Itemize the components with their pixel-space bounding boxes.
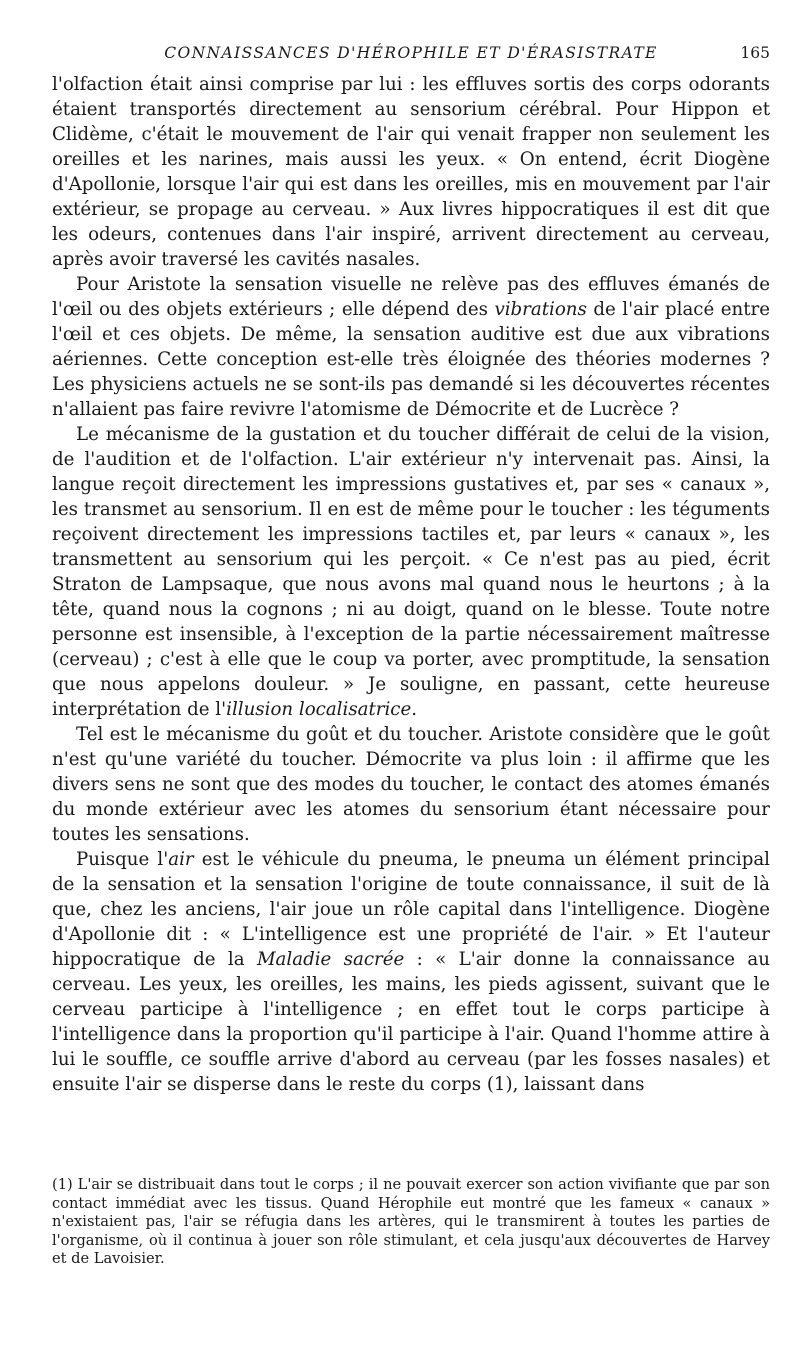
body-text (52, 72, 770, 1097)
paragraph-text: . (411, 699, 418, 720)
paragraph-text: Puisque l' (76, 849, 169, 870)
paragraph-text: Pour Aristote la sensation visuelle ne relève pas des effluves émanés de l'œil ou des objets extérieurs ; elle dépend des (52, 274, 770, 320)
paragraph (52, 72, 770, 272)
emphasis-air: air (168, 849, 194, 870)
emphasis-vibrations: vibrations (494, 299, 587, 320)
paragraph (52, 847, 770, 1097)
running-title: CONNAISSANCES D'HÉROPHILE ET D'ÉRASISTRATE (164, 44, 658, 62)
paragraph-text: de l'air placé entre l'œil et ces objets. De même, la sensation auditive est due aux vibrations aériennes. Cette conception est-elle très éloignée des théories modernes ? Les physiciens actuels ne se sont-ils pas demandé si les découvertes récentes n'allaient pas faire revivre l'atomisme de Démocrite et de Lucrèce ? (52, 299, 771, 420)
emphasis-illusion-localisatrice: illusion localisatrice (226, 699, 412, 720)
paragraph (52, 722, 770, 847)
emphasis-maladie-sacree: Maladie sacrée (256, 949, 405, 970)
page-header (52, 44, 770, 72)
footnotes (52, 1176, 770, 1269)
paragraph-text: l'olfaction était ainsi comprise par lui : les effluves sortis des corps odorants étaient transportés directement au sensorium cérébral. Pour Hippon et Clidème, c'était le mouvement de l'air qui venait frapper non seulement les oreilles et les narines, mais aussi les yeux. « On entend, écrit Diogène d'Apollonie, lorsque l'air qui est dans les oreilles, mis en mouvement par l'air extérieur, se propage au cerveau. » Aux livres hippocratiques il est dit que les odeurs, contenues dans l'air inspiré, arrivent directement au cerveau, après avoir traversé les cavités nasales. (52, 74, 770, 270)
paragraph-text: : « L'air donne la connaissance au cerveau. Les yeux, les oreilles, les mains, les pieds agissent, suivant que le cerveau participe à l'intelligence ; en effet tout le corps participe à l'intelligence dans la proportion qu'il participe à l'air. Quand l'homme attire à lui le souffle, ce souffle arrive d'abord au cerveau (par les fosses nasales) et ensuite l'air se disperse dans le reste du corps (1), laissant dans (52, 949, 770, 1095)
book-page (52, 44, 770, 1097)
paragraph (52, 422, 770, 722)
footnote: (1) L'air se distribuait dans tout le corps ; il ne pouvait exercer son action vivifiante que par son contact immédiat avec les tissus. Quand Hérophile eut montré que les fameux « canaux » n'existaient pas, l'air se réfugia dans les artères, qui le transmirent à toutes les parties de l'organisme, où il continua à jouer son rôle stimulant, et cela jusqu'aux découvertes de Harvey et de Lavoisier. (52, 1176, 770, 1267)
paragraph-text: Le mécanisme de la gustation et du toucher différait de celui de la vision, de l'audition et de l'olfaction. L'air extérieur n'y intervenait pas. Ainsi, la langue reçoit directement les impressions gustatives et, par ses « canaux », les transmet au sensorium. Il en est de même pour le toucher : les téguments reçoivent directement les impressions tactiles et, par leurs « canaux », les transmettent au sensorium qui les perçoit. « Ce n'est pas au pied, écrit Straton de Lampsaque, que nous avons mal quand nous le heurtons ; à la tête, quand nous la cognons ; ni au doigt, quand on le blesse. Toute notre personne est insensible, à l'exception de la partie nécessairement maîtresse (cerveau) ; c'est à elle que le coup va porter, avec promptitude, la sensation que nous appelons douleur. » Je souligne, en passant, cette heureuse interprétation de l' (52, 424, 770, 720)
paragraph-text: est le véhicule du pneuma, le pneuma un élément principal de la sensation et la sensation l'origine de toute connaissance, il suit de là que, chez les anciens, l'air joue un rôle capital dans l'intelligence. Diogène d'Apollonie dit : « L'intelligence est une propriété de l'air. » Et l'auteur hippocratique de la (52, 849, 770, 970)
page-number: 165 (740, 44, 770, 62)
paragraph (52, 272, 770, 422)
paragraph-text: Tel est le mécanisme du goût et du toucher. Aristote considère que le goût n'est qu'une variété du toucher. Démocrite va plus loin : il affirme que les divers sens ne sont que des modes du toucher, le contact des atomes émanés du monde extérieur avec les atomes du sensorium étant nécessaire pour toutes les sensations. (52, 724, 770, 845)
